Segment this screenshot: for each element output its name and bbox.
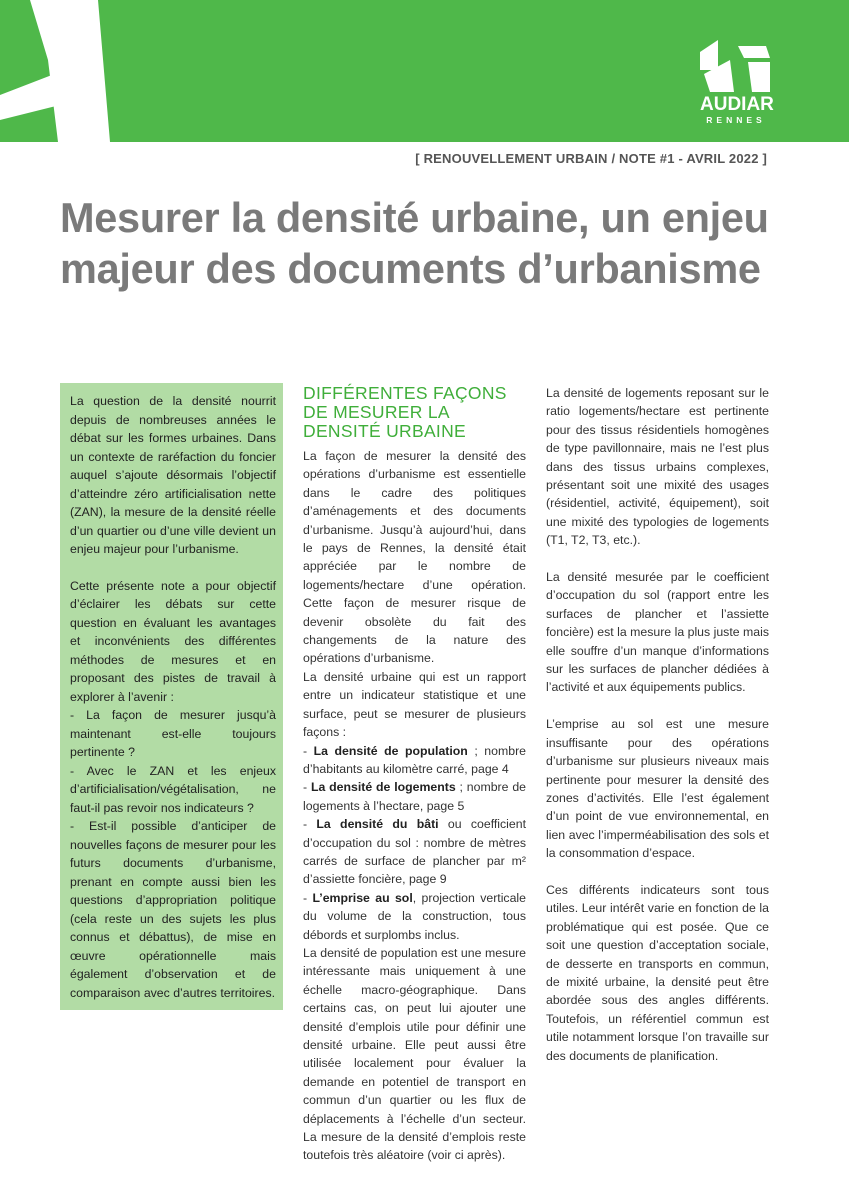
list-dash: -	[303, 780, 311, 795]
intro-bullet: - Avec le ZAN et les enjeux d’artificialisation/végétalisation, ne faut-il pas revoir nos indicateurs ?	[70, 763, 276, 815]
section-title: DIFFÉRENTES FAÇONS DE MESURER LA DENSITÉ URBAINE	[303, 383, 507, 441]
list-item-term: L’emprise au sol	[312, 890, 413, 905]
list-item-desc: ; nombre d’habitants au kilomètre carré, page 4	[303, 743, 527, 776]
body-paragraph: La densité de population est une mesure intéressante mais uniquement à une échelle macro-géographique. Dans certains cas, on peut lui ajouter une densité d’emplois utile pour définir une densité urbaine. Elle peut aussi être utilisée localement pour évaluer la demande en potentiel de transport en commun d’un quartier ou les flux de déplacements à l’échelle d’un secteur. La mesure de la densité d’emplois reste toutefois très aléatoire (voir ci après).	[303, 945, 526, 1163]
decorative-letter-a-graphic	[0, 0, 220, 142]
series-label: [ RENOUVELLEMENT URBAIN / NOTE #1 - AVRIL 2022 ]	[415, 151, 767, 166]
intro-bullet: - La façon de mesurer jusqu’à maintenant est-elle toujours pertinente ?	[70, 708, 276, 759]
intro-text	[70, 392, 276, 1002]
body-paragraph: La façon de mesurer la densité des opérations d’urbanisme est essentielle dans le cadre des politiques d’aménagements et des documents d’urbanisme. Jusqu’à aujourd’hui, dans le pays de Rennes, la densité était appréciée par le nombre de logements/hectare d’une opération. Cette façon de mesurer risque de devenir obsolète du fait des changements de la nature des opérations d’urbanisme.	[303, 449, 526, 666]
list-item	[303, 742, 526, 779]
intro-bullet: - Est-il possible d’anticiper de nouvelles façons de mesurer pour les futurs documents d’urbanisme, prenant en compte aussi bien les questions d’appropriation politique (cela reste un des sujets les plus connus et débattus), de mise en œuvre opérationnelle mais également d’observation et de comparaison avec d’autres territoires.	[70, 819, 276, 1000]
list-dash: -	[303, 890, 313, 905]
list-dash: -	[303, 743, 314, 758]
list-item-desc: , projection verticale du volume de la construction, tous débords et surplombs inclus.	[303, 890, 526, 942]
body-paragraph: L’emprise au sol est une mesure insuffisante pour des opérations d’urbanisme sur plusieurs niveaux mais pertinente pour mesurer la densité des zones d’activités. Elle l’est également d’un point de vue environnemental, en lien avec l’imperméabilisation des sols et la consommation d’espace.	[546, 717, 769, 861]
list-item-term: La densité de population	[313, 743, 468, 758]
column-right	[546, 384, 769, 1083]
list-item	[303, 889, 526, 944]
list-item-term: La densité de logements	[310, 780, 456, 795]
list-item-term: La densité du bâti	[316, 817, 439, 832]
logo-city: RENNES	[706, 115, 766, 125]
body-paragraph: La densité mesurée par le coefficient d’occupation du sol (rapport entre les surfaces de plancher et l’assiette foncière) est la mesure la plus juste mais elle souffre d’un manque d’informations sur les surfaces de plancher dédiées à l’activité et aux équipements publics.	[546, 570, 769, 695]
body-paragraph: La densité urbaine qui est un rapport entre un indicateur statistique et une surface, peut se mesurer de plusieurs façons :	[303, 669, 526, 740]
list-item-desc: ; nombre de logements à l’hectare, page 5	[303, 780, 526, 813]
list-item	[303, 815, 526, 889]
column-middle	[303, 384, 526, 1165]
intro-paragraph: Cette présente note a pour objectif d’éclairer les débats sur cette question en évaluant les avantages et inconvénients des différentes méthodes de mesures et en proposant des pistes de travail à explorer à l’avenir :	[70, 578, 276, 704]
body-paragraph: Ces différents indicateurs sont tous utiles. Leur intérêt varie en fonction de la problématique qui est posée. Que ce soit une question d’acceptation sociale, de desserte en transports en commun, de mixité urbaine, la densité peut être abordée sous des angles différents. Toutefois, un référentiel commun est utile notamment lorsque l’on travaille sur des documents de planification.	[546, 882, 769, 1063]
list-dash: -	[303, 817, 317, 832]
audiar-logo	[700, 40, 772, 128]
body-paragraph: La densité de logements reposant sur le ratio logements/hectare est pertinente pour des tissus résidentiels homogènes de type pavillonnaire, mais ne l’est plus dans des tissus urbains complexes, présentant soit une mixité des usages (résidentiel, activité, équipement), soit une mixité des typologies de logements (T1, T2, T3, etc.).	[546, 386, 769, 548]
logo-name: AUDIAR	[700, 94, 774, 115]
list-item	[303, 778, 526, 815]
page-title: Mesurer la densité urbaine, un enjeu majeur des documents d’urbanisme	[60, 194, 769, 292]
intro-paragraph: La question de la densité nourrit depuis de nombreuses années le débat sur les formes urbaines. Dans un contexte de raréfaction du foncier auquel s’ajoute désormais l’objectif d’atteindre zéro artificialisation nette (ZAN), la mesure de la densité réelle d’un quartier ou d’une ville devient un enjeu majeur pour l’urbanisme.	[70, 394, 276, 556]
audiar-logo-mark	[700, 40, 772, 96]
list-item-desc: ou coefficient d’occupation du sol : nombre de mètres carrés de surface de plancher par m² d’assiette foncière, page 9	[303, 817, 527, 887]
